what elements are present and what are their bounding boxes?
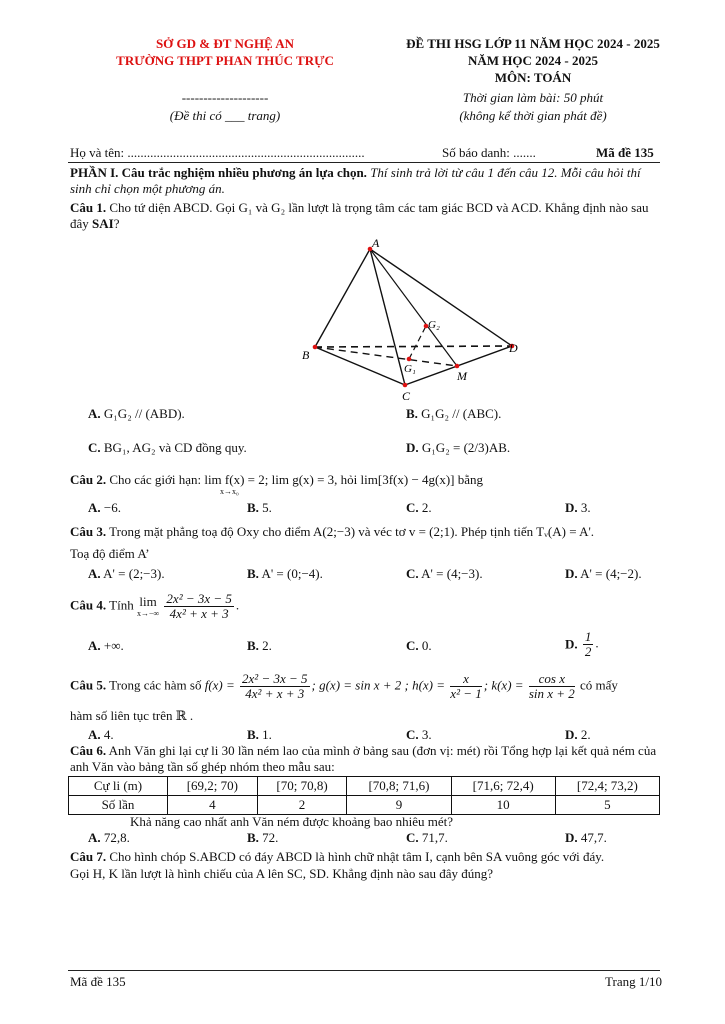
q6-option-c[interactable]: C. 71,7.	[406, 830, 448, 845]
table-row: Số lần 4 2 9 10 5	[69, 796, 660, 815]
q2-option-a[interactable]: A. −6.	[88, 500, 121, 515]
q6-option-b[interactable]: B. 72.	[247, 830, 279, 845]
q4-option-c[interactable]: C. 0.	[406, 638, 432, 653]
q1-option-b[interactable]: B. G₁G₂ // (ABC).	[406, 406, 502, 421]
q2-option-d[interactable]: D. 3.	[565, 500, 591, 515]
point-m	[455, 364, 460, 369]
tetrahedron-figure	[290, 235, 540, 405]
footer-divider	[68, 970, 660, 971]
q1-stem	[70, 200, 665, 232]
label-d: D	[509, 341, 518, 355]
q3-option-d[interactable]: D. A' = (4;−2).	[565, 566, 642, 581]
q4-option-b[interactable]: B. 2.	[247, 638, 272, 653]
q1-emph: SAI	[92, 216, 114, 231]
label-a: A	[372, 236, 380, 250]
q4-option-d-fraction: $\frac{1}{2}$	[584, 629, 592, 659]
q5-text2: hàm số liên tục trên ℝ .	[70, 708, 194, 723]
q4-label: Câu 4.	[70, 597, 107, 613]
q3-stem	[70, 524, 670, 540]
q3-text2: Toạ độ điểm A’	[70, 546, 150, 561]
q5-option-d[interactable]: D. 2.	[565, 727, 591, 742]
q5-label: Câu 5.	[70, 677, 107, 693]
pages-note: (Đề thi có ___ trang)	[169, 108, 281, 123]
q3-option-c[interactable]: C. A' = (4;−3).	[406, 566, 483, 581]
q4-option-a[interactable]: A. +∞.	[88, 638, 124, 653]
footer-page: Trang 1/10	[605, 974, 662, 989]
header-dashes: --------------------	[181, 90, 269, 105]
q6-label: Câu 6.	[70, 743, 107, 758]
q5-f-fraction: $\frac{\text{2x² − 3x − 5}}{\text{4x² + x + 3}}$	[242, 671, 308, 701]
q6-stem	[70, 743, 665, 775]
school-year: NĂM HỌC 2024 - 2025	[468, 53, 598, 68]
frequency-table	[68, 776, 660, 815]
q3-text: Trong mặt phẳng toạ độ Oxy cho điểm A(2;−3) và véc tơ v = (2;1). Phép tịnh tiến Tᵥ(A) = A'.	[109, 524, 595, 539]
exam-code: Mã đề 135	[596, 145, 654, 160]
label-c: C	[402, 389, 411, 403]
q2-option-c[interactable]: C. 2.	[406, 500, 432, 515]
q1-emph-suffix: ?	[113, 216, 120, 231]
q7-text2: Gọi H, K lần lượt là hình chiếu của A lên SC, SD. Khẳng định nào sau đây đúng?	[70, 866, 494, 881]
q1-option-a[interactable]: A. G₁G₂ // (ABD).	[88, 406, 185, 421]
q5-stem: Câu 5. Trong các hàm số f(x) = $\frac{\text{2x² − 3x − 5}}{\text{4x² + x + 3}}$ ; g(x) = sin x + 2 ; h(x) = $\frac{x}{\text{x² − 1}}$ ; k(x) = $\frac{\text{cos x}}{\text{sin x + 2}}$ có mấy	[70, 671, 618, 701]
exam-title: ĐỀ THI HSG LỚP 11 NĂM HỌC 2024 - 2025	[406, 36, 660, 51]
q1-text: Cho tứ diện ABCD. Gọi G₁ và G₂ lần lượt là trọng tâm các tam giác BCD và ACD. Khẳng định nào sau đây	[70, 200, 649, 231]
q5-k-fraction: $\frac{\text{cos x}}{\text{sin x + 2}}$	[528, 671, 575, 701]
q3-option-b[interactable]: B. A' = (0;−4).	[247, 566, 323, 581]
q6-option-d[interactable]: D. 47,7.	[565, 830, 607, 845]
q2-stem	[70, 472, 665, 488]
q7-label: Câu 7.	[70, 849, 107, 864]
q1-option-d[interactable]: D. G₁G₂ = (2/3)AB.	[406, 440, 511, 455]
point-b	[313, 345, 318, 350]
q4-limit: lim x→−∞	[136, 594, 160, 618]
q5-option-b[interactable]: B. 1.	[247, 727, 272, 742]
q1-label: Câu 1.	[70, 200, 107, 215]
part1-title: PHẦN I. Câu trắc nghiệm nhiều phương án lựa chọn.	[70, 165, 367, 180]
q2-option-b[interactable]: B. 5.	[247, 500, 272, 515]
q5-option-a[interactable]: A. 4.	[88, 727, 114, 742]
header-divider	[68, 162, 660, 163]
q5-option-c[interactable]: C. 3.	[406, 727, 432, 742]
q2-label: Câu 2.	[70, 472, 107, 487]
point-c	[403, 383, 408, 388]
q1-option-c[interactable]: C. BG₁, AG₂ và CD đồng quy.	[88, 440, 247, 455]
table-row: Cự li (m) [69,2; 70) [70; 70,8) [70,8; 71,6) [71,6; 72,4) [72,4; 73,2)	[69, 777, 660, 796]
exam-time: Thời gian làm bài: 50 phút	[462, 90, 604, 105]
q2-text: Cho các giới hạn: lim f(x) = 2; lim g(x) = 3, hỏi lim[3f(x) − 4g(x)] bằng	[109, 472, 484, 487]
q4-stem: Câu 4. Tính lim x→−∞ $\frac{\text{2x² − 3x − 5}}{\text{4x² + x + 3}}$ .	[70, 591, 240, 621]
school-name: TRƯỜNG THPT PHAN THÚC TRỰC	[116, 53, 334, 68]
footer-code: Mã đề 135	[70, 974, 126, 989]
part1-instruction: Thí sinh trả lời từ câu 1 đến câu 12. Mỗi câu hỏi thí sinh chỉ chọn một phương án.	[70, 165, 641, 196]
student-name-field: Họ và tên: .........................................................................	[70, 145, 365, 160]
q6-question: Khả năng cao nhất anh Văn ném được khoảng bao nhiêu mét?	[130, 814, 454, 829]
department: SỞ GD & ĐT NGHỆ AN	[155, 36, 295, 51]
q6-text: Anh Văn ghi lại cự li 30 lần ném lao của mình ở bảng sau (đơn vị: mét) rồi Tổng hợp lại kết quả ném của anh Văn vào bảng tần số ghép nhóm theo mẫu sau:	[70, 743, 657, 774]
label-m: M	[457, 369, 467, 383]
part1-heading	[70, 165, 660, 197]
q6-option-a[interactable]: A. 72,8.	[88, 830, 130, 845]
label-g2: G₂	[428, 319, 440, 331]
q4-option-d[interactable]: D. $\frac{1}{2}$ .	[565, 629, 599, 659]
point-g1	[407, 357, 412, 362]
q3-label: Câu 3.	[70, 524, 107, 539]
label-g1: G₁	[404, 363, 416, 375]
q3-option-a[interactable]: A. A' = (2;−3).	[88, 566, 165, 581]
q4-text: Tính	[109, 597, 134, 613]
q5-h-fraction: $\frac{x}{\text{x² − 1}}$	[450, 671, 482, 701]
q4-fraction: $\frac{\text{2x² − 3x − 5}}{\text{4x² + x + 3}}$	[166, 591, 232, 621]
q2-limit-sub: x→x₀	[220, 487, 239, 496]
q7-text: Cho hình chóp S.ABCD có đáy ABCD là hình chữ nhật tâm I, cạnh bên SA vuông góc với đáy.	[109, 849, 605, 864]
q7-stem	[70, 849, 670, 865]
time-note: (không kể thời gian phát đề)	[459, 108, 607, 123]
student-id-field: Số báo danh: .......	[442, 145, 536, 160]
label-b: B	[302, 348, 310, 362]
subject: MÔN: TOÁN	[494, 70, 572, 85]
